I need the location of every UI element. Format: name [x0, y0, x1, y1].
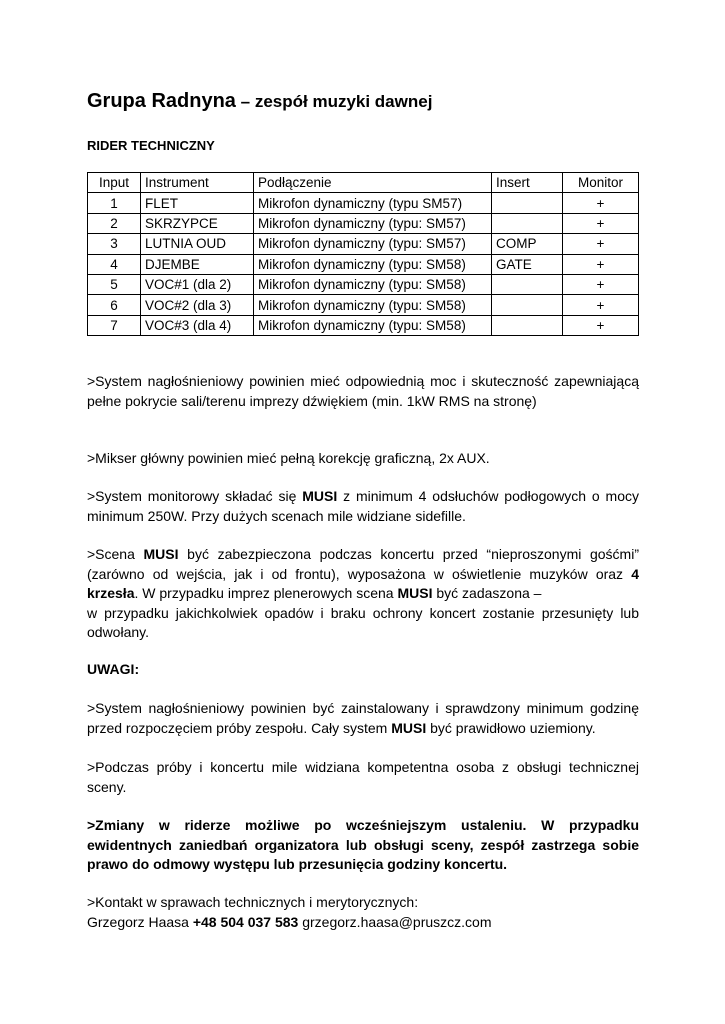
cell-input: 1: [88, 193, 141, 213]
table-row: [88, 234, 639, 254]
table-row: [88, 193, 639, 213]
cell-input: 2: [88, 213, 141, 233]
cell-instrument: DJEMBE: [141, 254, 254, 274]
cell-connection: Mikrofon dynamiczny (typu: SM58): [254, 254, 492, 274]
band-subtitle: – zespół muzyki dawnej: [235, 92, 433, 111]
cell-input: 7: [88, 315, 141, 335]
cell-input: 5: [88, 274, 141, 294]
cell-monitor: +: [563, 315, 639, 335]
table-row: [88, 295, 639, 315]
notes-heading: UWAGI:: [87, 661, 140, 677]
cell-connection: Mikrofon dynamiczny (typu: SM58): [254, 295, 492, 315]
cell-insert: [492, 315, 563, 335]
cell-monitor: +: [563, 213, 639, 233]
cell-connection: Mikrofon dynamiczny (typu: SM58): [254, 274, 492, 294]
cell-monitor: +: [563, 254, 639, 274]
cell-insert: [492, 295, 563, 315]
cell-insert: [492, 274, 563, 294]
cell-connection: Mikrofon dynamiczny (typu: SM57): [254, 213, 492, 233]
table-row: [88, 213, 639, 233]
cell-insert: [492, 213, 563, 233]
cell-instrument: FLET: [141, 193, 254, 213]
cell-monitor: +: [563, 234, 639, 254]
cell-monitor: +: [563, 295, 639, 315]
cell-input: 3: [88, 234, 141, 254]
text: być prawidłowo uziemiony.: [426, 719, 596, 736]
paragraph-changes: >Zmiany w riderze możliwe po wcześniejszym ustaleniu. W przypadku ewidentnych zaniedbań organizatora lub obsługi sceny, zespół zastrzega sobie prawo do odmowy występu lub przesunięcia godziny koncertu.: [87, 817, 639, 872]
paragraph-stage: [87, 545, 639, 643]
text: z minimum 4 odsłuchów podłogowych o mocy minimum 250W. Przy dużych scenach mile widziane sidefille.: [87, 488, 639, 524]
paragraph-installation: [87, 699, 639, 738]
emphasis-musi: MUSI: [143, 546, 179, 562]
contact-email: grzegorz.haasa@pruszcz.com: [298, 913, 492, 930]
band-name: Grupa Radnyna: [87, 90, 236, 112]
table-header-row: [88, 173, 639, 193]
text: być zabezpieczona podczas koncertu przed “nieproszonymi gośćmi” (zarówno od wejścia, jak i od frontu), wyposażona w oświetlenie muzyków oraz: [87, 546, 639, 582]
contact-intro: >Kontakt w sprawach technicznych i merytorycznych:: [87, 894, 419, 910]
paragraph-technician: >Podczas próby i koncertu mile widziana kompetentna osoba z obsługi technicznej sceny.: [87, 759, 639, 795]
cell-input: 6: [88, 295, 141, 315]
emphasis-chairs: 4 krzesła: [87, 565, 639, 601]
text: >Scena: [87, 546, 144, 562]
text: >System nagłośnieniowy powinien być zainstalowany i sprawdzony minimum godzinę przed rozpoczęciem próby zespołu. Cały system: [87, 700, 639, 736]
header-connection: Podłączenie: [254, 173, 492, 193]
cell-connection: Mikrofon dynamiczny (typu: SM58): [254, 315, 492, 335]
emphasis-musi: MUSI: [391, 719, 427, 736]
text: . W przypadku imprez plenerowych scena: [134, 585, 398, 601]
cell-monitor: +: [563, 193, 639, 213]
emphasis-musi: MUSI: [302, 488, 338, 504]
emphasis-musi: MUSI: [397, 585, 433, 601]
paragraph-sound-system: >System nagłośnieniowy powinien mieć odpowiednią moc i skuteczność zapewniającą pełne pokrycie sali/terenu imprezy dźwiękiem (min. 1kW RMS na stronę): [87, 373, 639, 409]
header-insert: Insert: [492, 173, 563, 193]
rider-heading: RIDER TECHNICZNY: [87, 138, 215, 153]
contact-phone: +48 504 037 583: [192, 913, 299, 930]
text: >System monitorowy składać się: [87, 488, 303, 504]
contact-name: Grzegorz Haasa: [87, 913, 193, 930]
table-row: [88, 274, 639, 294]
table-row: [88, 254, 639, 274]
cell-instrument: SKRZYPCE: [141, 213, 254, 233]
text: w przypadku jakichkolwiek opadów i braku ochrony koncert zostanie przesunięty lub odwołany.: [87, 604, 639, 640]
cell-connection: Mikrofon dynamiczny (typu: SM57): [254, 234, 492, 254]
cell-instrument: VOC#2 (dla 3): [141, 295, 254, 315]
cell-instrument: VOC#3 (dla 4): [141, 315, 254, 335]
input-list-table: [87, 172, 639, 336]
cell-instrument: LUTNIA OUD: [141, 234, 254, 254]
paragraph-mixer: >Mikser główny powinien mieć pełną korekcję graficzną, 2x AUX.: [87, 450, 490, 466]
cell-input: 4: [88, 254, 141, 274]
header-input: Input: [88, 173, 141, 193]
cell-instrument: VOC#1 (dla 2): [141, 274, 254, 294]
paragraph-monitor-system: [87, 487, 639, 526]
cell-insert: COMP: [492, 234, 563, 254]
contact-block: [87, 893, 639, 932]
document-title: [87, 90, 432, 113]
table-row: [88, 315, 639, 335]
header-instrument: Instrument: [141, 173, 254, 193]
cell-insert: [492, 193, 563, 213]
cell-connection: Mikrofon dynamiczny (typu SM57): [254, 193, 492, 213]
text: być zadaszona –: [432, 585, 542, 601]
cell-insert: GATE: [492, 254, 563, 274]
header-monitor: Monitor: [563, 173, 639, 193]
cell-monitor: +: [563, 274, 639, 294]
